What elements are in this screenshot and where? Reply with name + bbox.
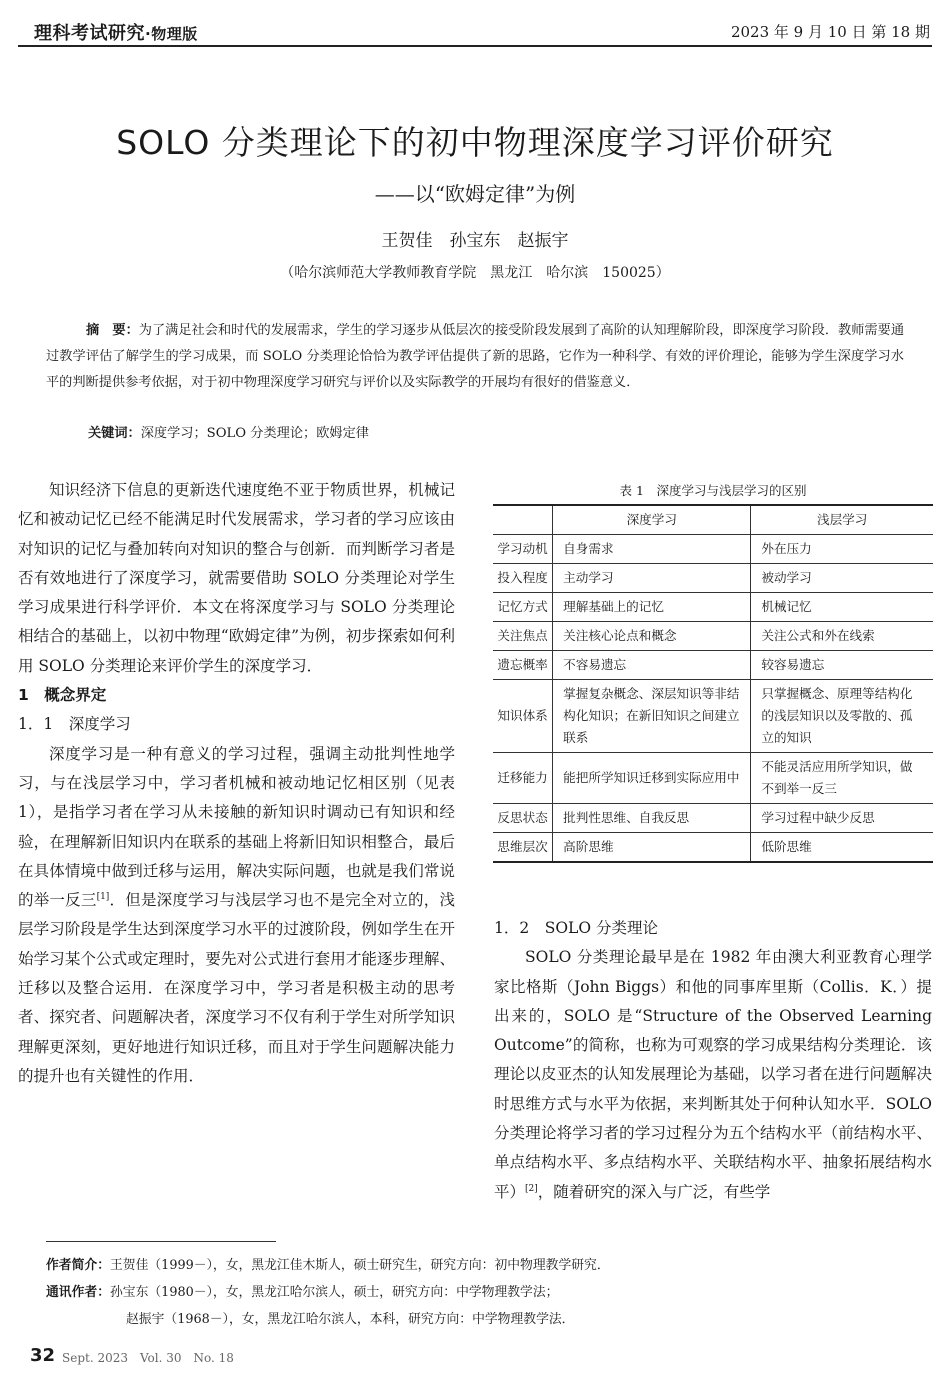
row-label: 知识体系 — [497, 708, 548, 723]
shallow-cell: 只掌握概念、原理等结构化的浅层知识以及零散的、孤立的知识 — [751, 680, 933, 753]
issue-date: 2023 年 9 月 10 日 第 18 期 — [730, 23, 930, 41]
row-label: 投入程度 — [497, 570, 548, 585]
corresponding-note-2: 赵振宇（1968－），女，黑龙江哈尔滨人，本科，研究方向：中学物理教学法． — [126, 1312, 575, 1327]
shallow-cell: 学习过程中缺少反思 — [751, 804, 933, 833]
paragraph-text: ，随着研究的深入与广泛，有些学 — [537, 1182, 771, 1201]
subsection-heading: 1．1 深度学习 — [18, 715, 131, 734]
deep-cell: 能把所学知识迁移到实际应用中 — [553, 753, 751, 804]
deep-cell: 主动学习 — [553, 564, 751, 593]
table-row — [493, 535, 933, 564]
abstract — [46, 318, 904, 396]
shallow-cell: 机械记忆 — [751, 593, 933, 622]
keywords-text: 深度学习；SOLO 分类理论；欧姆定律 — [140, 426, 369, 441]
left-column — [18, 476, 455, 1091]
intro-paragraph: 知识经济下信息的更新迭代速度绝不亚于物质世界，机械记忆和被动记忆已经不能满足时代发展需求，学习者的学习应该由对知识的记忆与叠加转向对知识的整合与创新．而判断学习者是否有效地进行了深度学习，就需要借助 SOLO 分类理论对学生学习成果进行科学评价．本文在将深度学习与 SOLO 分类理论相结合的基础上，以初中物理“欧姆定律”为例，初步探索如何利用 SOLO 分类理论来评价学生的深度学习． — [18, 481, 455, 675]
paragraph-text: SOLO 分类理论最早是在 1982 年由澳大利亚教育心理学家比格斯（John Biggs）和他的同事库里斯（Collis．K．）提出来的，SOLO 是“Structure of the Observed Learning Outcome”的简称，也称为可观察的学习成果结构分类理论．该理论以皮亚杰的认知发展理论为基础，以学习者在进行问题解决时思维方式与水平为依据，来判断其处于何种认知水平．SOLO 分类理论将学习者的学习过程分为五个结构水平（前结构水平、单点结构水平、多点结构水平、关联结构水平、抽象拓展结构水平） — [494, 948, 932, 1201]
table-row — [493, 651, 933, 680]
abstract-text: 为了满足社会和时代的发展需求，学生的学习逐步从低层次的接受阶段发展到了高阶的认知理解阶段，即深度学习阶段．教师需要通过教学评估了解学生的学习成果，而 SOLO 分类理论恰恰为教学评估提供了新的思路，它作为一种科学、有效的评价理论，能够为学生深度学习水平的判断提供参考依据，对于初中物理深度学习研究与评价以及实际教学的开展均有很好的借鉴意义． — [46, 323, 905, 390]
row-label: 记忆方式 — [497, 599, 548, 614]
table-header-cell: 浅层学习 — [751, 505, 933, 535]
keywords — [88, 422, 369, 441]
table-row — [493, 833, 933, 863]
citation[interactable]: [2] — [525, 1183, 538, 1194]
journal-name — [34, 19, 198, 45]
row-label: 学习动机 — [497, 541, 548, 556]
table-header-cell: 深度学习 — [553, 505, 751, 535]
abstract-label: 摘 要： — [86, 323, 139, 338]
author-note-text: 王贺佳（1999－），女，黑龙江佳木斯人，硕士研究生，研究方向：初中物理教学研究． — [109, 1258, 610, 1273]
shallow-cell: 低阶思维 — [751, 833, 933, 863]
paragraph-text: ．但是深度学习与浅层学习也不是完全对立的，浅层学习阶段是学生达到深度学习水平的过渡阶段，例如学生在开始学习某个公式或定理时，要先对公式进行套用才能逐步理解、迁移以及整合运用．在深度学习中，学习者是积极主动的思考者、探究者、问题解决者，深度学习不仅有利于学生对所学知识理解更深刻，更好地进行知识迁移，而且对于学生问题解决能力的提升也有关键性的作用． — [18, 891, 455, 1085]
page-number: 32 — [30, 1345, 56, 1366]
shallow-cell: 不能灵活应用所学知识，做不到举一反三 — [751, 753, 933, 804]
citation[interactable]: [1] — [96, 892, 110, 902]
row-label: 反思状态 — [497, 810, 548, 825]
table-row — [493, 753, 933, 804]
right-column — [494, 914, 932, 1207]
section-heading: 1 概念界定 — [18, 686, 107, 705]
shallow-cell: 被动学习 — [751, 564, 933, 593]
footnotes — [46, 1252, 926, 1333]
subsection-heading: 1．2 SOLO 分类理论 — [494, 919, 658, 937]
deep-learning-paragraph — [18, 740, 455, 1092]
corresponding-note — [46, 1279, 926, 1306]
shallow-cell: 较容易遗忘 — [751, 651, 933, 680]
deep-cell: 自身需求 — [553, 535, 751, 564]
deep-cell: 掌握复杂概念、深层知识等非结构化知识；在新旧知识之间建立联系 — [553, 680, 751, 753]
deep-cell: 批判性思维、自我反思 — [553, 804, 751, 833]
shallow-cell: 外在压力 — [751, 535, 933, 564]
author-note-label: 作者简介： — [46, 1258, 110, 1273]
deep-cell: 不容易遗忘 — [553, 651, 751, 680]
corresponding-text: 孙宝东（1980－），女，黑龙江哈尔滨人，硕士，研究方向：中学物理教学法； — [109, 1285, 559, 1300]
article-title: SOLO 分类理论下的初中物理深度学习评价研究 — [116, 123, 834, 162]
table-row — [493, 564, 933, 593]
table-row — [493, 804, 933, 833]
row-label: 迁移能力 — [497, 770, 548, 785]
deep-cell: 关注核心论点和概念 — [553, 622, 751, 651]
row-label: 关注焦点 — [497, 628, 548, 643]
deep-cell: 理解基础上的记忆 — [553, 593, 751, 622]
row-label: 遗忘概率 — [497, 657, 548, 672]
corresponding-label: 通讯作者： — [46, 1285, 110, 1300]
deep-cell: 高阶思维 — [553, 833, 751, 863]
header-rule — [18, 45, 932, 47]
article-affiliation: （哈尔滨师范大学教师教育学院 黑龙江 哈尔滨 150025） — [280, 265, 670, 281]
table-row — [493, 593, 933, 622]
table-header-cell — [493, 505, 553, 535]
shallow-cell: 关注公式和外在线索 — [751, 622, 933, 651]
footnote-rule — [46, 1241, 276, 1242]
table-row — [493, 622, 933, 651]
footer-info: Sept. 2023 Vol. 30 No. 18 — [62, 1351, 234, 1365]
table-row — [493, 680, 933, 753]
keywords-label: 关键词： — [88, 426, 141, 441]
solo-paragraph — [494, 943, 932, 1207]
journal-edition: ·物理版 — [145, 25, 198, 43]
row-label: 思维层次 — [497, 839, 548, 854]
table-caption: 表 1 深度学习与浅层学习的区别 — [619, 483, 807, 498]
table-header-row — [493, 505, 933, 535]
article-authors: 王贺佳 孙宝东 赵振宇 — [381, 231, 569, 251]
journal-title: 理科考试研究 — [34, 23, 145, 44]
article-subtitle: ——以“欧姆定律”为例 — [374, 182, 576, 206]
comparison-table — [493, 504, 933, 863]
paragraph-text: 深度学习是一种有意义的学习过程，强调主动批判性地学习，与在浅层学习中，学习者机械和被动地记忆相区别（见表 1），是指学习者在学习从未接触的新知识时调动已有知识和经验，在理解新旧知识内在联系的基础上将新旧知识相整合，最后在具体情境中做到迁移与运用，解决实际问题，也就是我们常说的举一反三 — [18, 744, 455, 910]
author-note — [46, 1252, 926, 1279]
